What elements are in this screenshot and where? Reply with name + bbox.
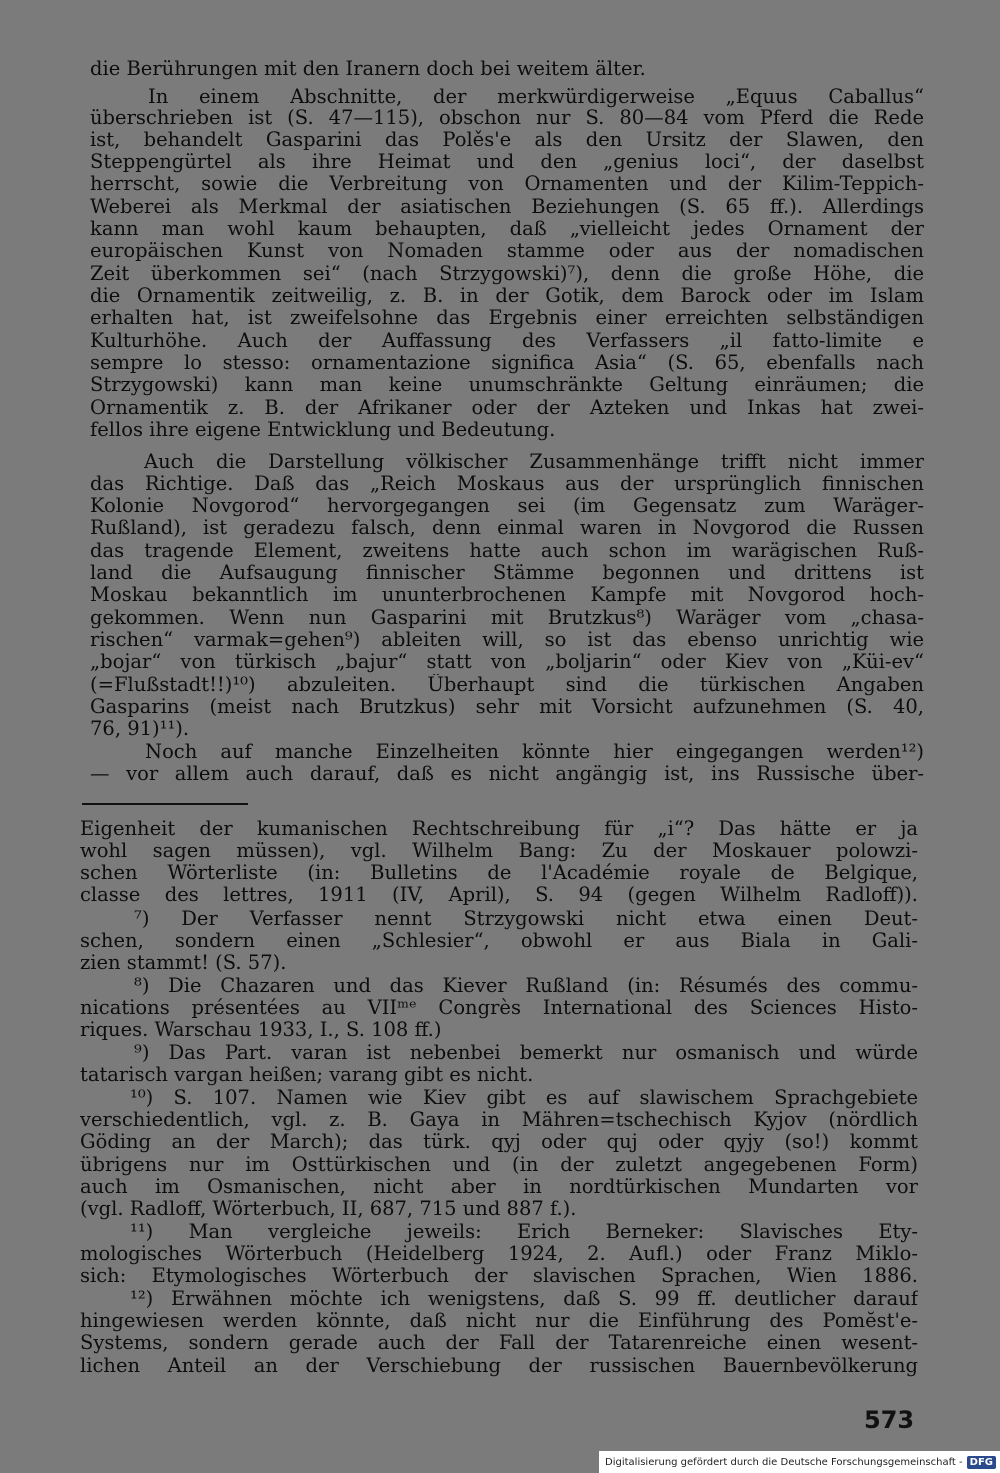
footnote-line: hingewiesen werden könnte, daß nicht nur die Einführung des Pomĕst'e- xyxy=(80,1310,918,1332)
text-line: Gasparins (meist nach Brutzkus) sehr mit Vorsicht aufzunehmen (S. 40, xyxy=(90,696,924,718)
text-line: Kolonie Novgorod“ hervorgegangen sei (im Gegensatz zum Waräger- xyxy=(90,495,924,517)
footnote-line: ⁷) Der Verfasser nennt Strzygowski nicht etwa einen Deut- xyxy=(134,908,918,930)
footnote-separator xyxy=(82,803,248,805)
footnote-line: sich: Etymologisches Wörterbuch der slavischen Sprachen, Wien 1886. xyxy=(80,1265,918,1287)
text-line: Zeit überkommen sei“ (nach Strzygowski)⁷), denn die große Höhe, die xyxy=(90,263,924,285)
footnote-line: ¹¹) Man vergleiche jeweils: Erich Berneker: Slavisches Ety- xyxy=(130,1221,918,1243)
text-line: Strzygowski) kann man keine unumschränkte Geltung einräumen; die xyxy=(90,374,924,396)
credit-text: Digitalisierung gefördert durch die Deutsche Forschungsgemeinschaft - xyxy=(605,1456,963,1468)
dfg-logo: DFG xyxy=(967,1456,996,1469)
text-line: gekommen. Wenn nun Gasparini mit Brutzkus⁸) Waräger vom „chasa- xyxy=(90,607,924,629)
text-line: rischen“ varmak=gehen⁹) ableiten will, so ist das ebenso unrichtig wie xyxy=(90,629,924,651)
footnote-line: Eigenheit der kumanischen Rechtschreibung für „i“? Das hätte er ja xyxy=(80,818,918,840)
footnote-line: ⁸) Die Chazaren und das Kiever Rußland (in: Résumés des commu- xyxy=(134,975,918,997)
text-line: fellos ihre eigene Entwicklung und Bedeutung. xyxy=(90,419,556,441)
page-number: 573 xyxy=(864,1406,915,1434)
text-line: — vor allem auch darauf, daß es nicht angängig ist, ins Russische über- xyxy=(90,763,924,785)
text-line: land die Aufsaugung finnischer Stämme begonnen und drittens ist xyxy=(90,562,924,584)
text-line: die Berührungen mit den Iranern doch bei weitem älter. xyxy=(90,58,646,80)
footnote-line: Systems, sondern gerade auch der Fall der Tatarenreiche einen wesent- xyxy=(80,1332,918,1354)
text-line: Steppengürtel als ihre Heimat und den „genius loci“, der daselbst xyxy=(90,151,924,173)
footnote-line: verschiedentlich, vgl. z. B. Gaya in Mähren=tschechisch Kyjov (nördlich xyxy=(80,1109,918,1131)
text-line: das Richtige. Daß das „Reich Moskaus aus der ursprünglich finnischen xyxy=(90,473,924,495)
footnote-line: mologisches Wörterbuch (Heidelberg 1924, 2. Aufl.) oder Franz Miklo- xyxy=(80,1243,918,1265)
footnote-line: ⁹) Das Part. varan ist nebenbei bemerkt nur osmanisch und würde xyxy=(134,1042,918,1064)
text-line: erhalten hat, ist zweifelsohne das Ergebnis einer erreichten selbständigen xyxy=(90,307,924,329)
footnote-line: zien stammt! (S. 57). xyxy=(80,952,287,974)
text-line: (=Flußstadt!!)¹⁰) abzuleiten. Überhaupt sind die türkischen Angaben xyxy=(90,674,924,696)
footnote-line: riques. Warschau 1933, I., S. 108 ff.) xyxy=(80,1019,442,1041)
text-line: Rußland), ist geradezu falsch, denn einmal waren in Novgorod die Russen xyxy=(90,517,924,539)
footnote-line: lichen Anteil an der Verschiebung der russischen Bauernbevölkerung xyxy=(80,1355,918,1377)
text-line: sempre lo stesso: ornamentazione significa Asia“ (S. 65, ebenfalls nach xyxy=(90,352,924,374)
text-line: überschrieben ist (S. 47—115), obschon nur S. 80—84 vom Pferd die Rede xyxy=(90,107,924,129)
footnote-line: tatarisch vargan heißen; varang gibt es nicht. xyxy=(80,1064,534,1086)
text-line: In einem Abschnitte, der merkwürdigerweise „Equus Caballus“ xyxy=(148,86,924,108)
footnote-line: schen, sondern einen „Schlesier“, obwohl er aus Biala in Gali- xyxy=(80,930,918,952)
footnote-line: Göding an der March); das türk. qyj oder quj oder qyjy (so!) kommt xyxy=(80,1131,918,1153)
text-line: die Ornamentik zeitweilig, z. B. in der Gotik, dem Barock oder im Islam xyxy=(90,285,924,307)
footnote-line: schen Wörterliste (in: Bulletins de l'Académie royale de Belgique, xyxy=(80,862,918,884)
text-line: Noch auf manche Einzelheiten könnte hier eingegangen werden¹²) xyxy=(145,741,924,763)
text-line: kann man wohl kaum behaupten, daß „vielleicht jedes Ornament der xyxy=(90,218,924,240)
digitization-credit xyxy=(599,1451,1000,1473)
text-line: Ornamentik z. B. der Afrikaner oder der Azteken und Inkas hat zwei- xyxy=(90,397,924,419)
text-line: Moskau bekanntlich im ununterbrochenen Kampfe mit Novgorod hoch- xyxy=(90,584,924,606)
footnote-line: classe des lettres, 1911 (IV, April), S. 94 (gegen Wilhelm Radloff)). xyxy=(80,884,918,906)
text-line: Weberei als Merkmal der asiatischen Beziehungen (S. 65 ff.). Allerdings xyxy=(90,196,924,218)
footnote-line: übrigens nur im Osttürkischen und (in der zuletzt angegebenen Form) xyxy=(80,1154,918,1176)
footnote-line: ¹⁰) S. 107. Namen wie Kiev gibt es auf slawischem Sprachgebiete xyxy=(130,1087,918,1109)
text-line: europäischen Kunst von Nomaden stamme oder aus der nomadischen xyxy=(90,240,924,262)
footnote-line: auch im Osmanischen, nicht aber in nordtürkischen Mundarten vor xyxy=(80,1176,918,1198)
text-line: Kulturhöhe. Auch der Auffassung des Verfassers „il fatto-limite e xyxy=(90,330,924,352)
text-line: herrscht, sowie die Verbreitung von Ornamenten und der Kilim-Teppich- xyxy=(90,173,924,195)
footnote-line: wohl sagen müssen), vgl. Wilhelm Bang: Zu der Moskauer polowzi- xyxy=(80,840,918,862)
text-line: Auch die Darstellung völkischer Zusammenhänge trifft nicht immer xyxy=(144,451,924,473)
footnote-line: ¹²) Erwähnen möchte ich wenigstens, daß S. 99 ff. deutlicher darauf xyxy=(130,1288,918,1310)
text-line: „bojar“ von türkisch „bajur“ statt von „boljarin“ oder Kiev von „Küi-ev“ xyxy=(90,651,924,673)
footnote-line: nications présentées au VIIᵐᵉ Congrès International des Sciences Histo- xyxy=(80,997,918,1019)
text-line: das tragende Element, zweitens hatte auch schon im warägischen Ruß- xyxy=(90,540,924,562)
text-line: 76, 91)¹¹). xyxy=(90,718,190,740)
text-line: ist, behandelt Gasparini das Polěs'e als den Ursitz der Slawen, den xyxy=(90,129,924,151)
footnote-line: (vgl. Radloff, Wörterbuch, II, 687, 715 und 887 f.). xyxy=(80,1198,577,1220)
